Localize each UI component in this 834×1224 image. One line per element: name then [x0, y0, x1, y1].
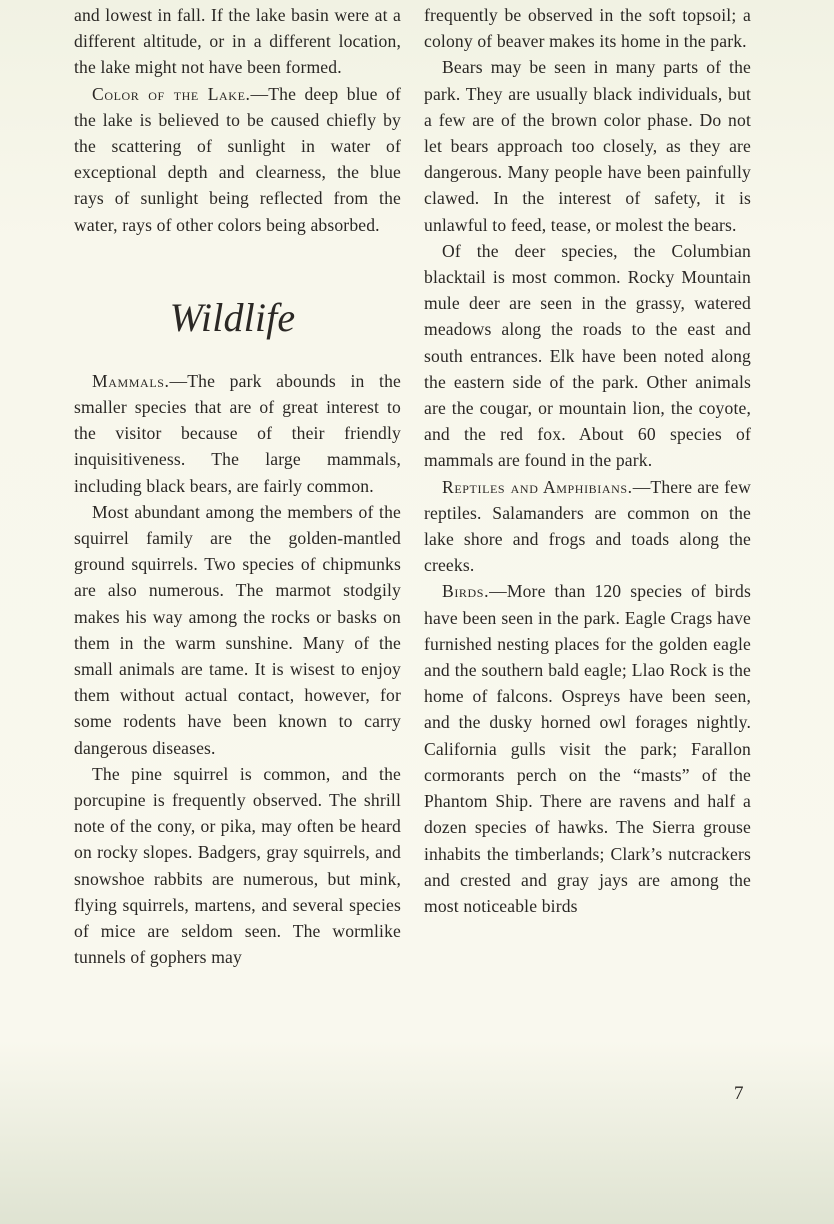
- paragraph-bears: Bears may be seen in many parts of the park. They are usually black individuals, but a few are of the brown color phase. Do not let bears approach too closely, as they are dangerous. Many people have been painfully clawed. In the interest of safety, it is unlawful to feed, tease, or molest the bears.: [424, 57, 751, 235]
- run-in-heading-birds: Birds.: [442, 581, 490, 602]
- run-in-heading-mammals: Mammals.: [92, 370, 170, 391]
- right-column: [424, 2, 751, 919]
- page-number: 7: [734, 1083, 744, 1104]
- left-column: [74, 2, 401, 971]
- paragraph-squirrels: Most abundant among the members of the squirrel family are the golden-mantled ground squirrels. Two species of chipmunks are also numerous. The marmot stodgily makes his way among the rocks or basks on them in the warm sunshine. Many of the small animals are tame. It is wisest to enjoy them without actual contact, however, for some rodents have been known to carry dangerous diseases.: [74, 501, 401, 758]
- paragraph-color-of-lake: [74, 81, 401, 238]
- paragraph-deer: Of the deer species, the Columbian blacktail is most common. Rocky Mountain mule deer are seen in the grassy, watered meadows along the roads to the east and south entrances. Elk have been noted along the eastern side of the park. Other animals are the cougar, or mountain lion, the coyote, and the red fox. About 60 species of mammals are found in the park.: [424, 240, 751, 471]
- run-in-heading-color-of-lake: Color of the Lake.: [92, 83, 251, 104]
- section-title-wildlife: Wildlife: [169, 294, 296, 340]
- paragraph-body: —The deep blue of the lake is believed to be caused chiefly by the scattering of sunlight in water of exceptional depth and clearness, the blue rays of sunlight being reflected from the water, rays of other colors being absorbed.: [74, 83, 401, 235]
- paragraph-lake-basin: and lowest in fall. If the lake basin were at a different altitude, or in a different location, the lake might not have been formed.: [74, 5, 401, 78]
- paragraph-birds: [424, 578, 751, 919]
- paragraph-reptiles: [424, 474, 751, 579]
- paragraph-body: —There are few reptiles. Salamanders are common on the lake shore and frogs and toads along the creeks.: [424, 476, 751, 576]
- paragraph-beaver: frequently be observed in the soft topsoil; a colony of beaver makes its home in the park.: [424, 5, 751, 52]
- run-in-heading-reptiles: Reptiles and Amphibians.: [442, 476, 633, 497]
- paragraph-mammals: [74, 368, 401, 499]
- paragraph-pine-squirrel: The pine squirrel is common, and the porcupine is frequently observed. The shrill note of the cony, or pika, may often be heard on rocky slopes. Badgers, gray squirrels, and snowshoe rabbits are numerous, but mink, flying squirrels, martens, and several species of mice are seldom seen. The wormlike tunnels of gophers may: [74, 763, 401, 968]
- paragraph-body: —The park abounds in the smaller species that are of great interest to the visitor because of their friendly inquisitiveness. The large mammals, including black bears, are fairly common.: [74, 370, 401, 496]
- paragraph-body: —More than 120 species of birds have been seen in the park. Eagle Crags have furnished nesting places for the golden eagle and the southern bald eagle; Llao Rock is the home of falcons. Ospreys have been seen, and the dusky horned owl forages nightly. California gulls visit the park; Farallon cormorants perch on the “masts” of the Phantom Ship. There are ravens and half a dozen species of hawks. The Sierra grouse inhabits the timberlands; Clark’s nutcrackers and crested and gray jays are among the most noticeable birds: [424, 581, 751, 916]
